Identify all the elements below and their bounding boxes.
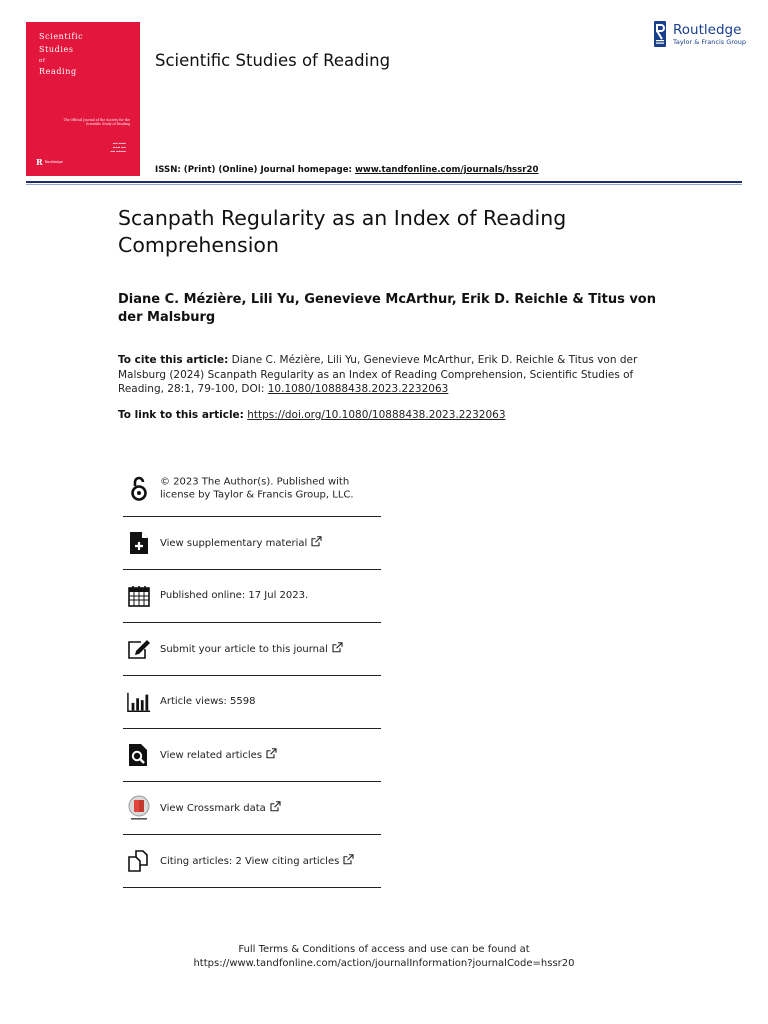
article-link-block [118,408,658,423]
routledge-logo[interactable] [652,20,746,48]
external-link-icon [311,536,322,547]
header-divider [26,181,742,183]
article-link-label: To link to this article: [118,409,244,421]
article-doi-link[interactable]: https://doi.org/10.1080/10888438.2023.2232063 [247,409,506,421]
journal-homepage-link[interactable]: www.tandfonline.com/journals/hssr20 [354,165,539,175]
related-articles-link[interactable] [123,729,381,782]
external-link-icon [343,854,354,865]
published-online-text: Published online: 17 Jul 2023. [160,589,309,601]
license-item [123,462,381,517]
bar-chart-icon [127,690,151,714]
cover-title-line: Scientific [39,32,84,41]
submit-article-link[interactable] [123,623,381,676]
external-link-icon [266,748,277,759]
crossmark-link[interactable] [123,782,381,835]
citing-articles-text: Citing articles: 2 View citing articles [160,855,340,867]
external-link-icon [332,642,343,653]
supplementary-material-link[interactable] [123,517,381,570]
publisher-group: Taylor & Francis Group [673,37,747,46]
citation-doi-link[interactable]: 10.1080/10888438.2023.2232063 [267,383,449,395]
terms-url[interactable]: https://www.tandfonline.com/action/journalInformation?journalCode=hssr20 [193,957,575,969]
cover-tagline: The Official Journal of the Society for the Scientific Study of Reading [63,118,130,126]
published-online-item [123,570,381,623]
cover-title [39,31,83,79]
cover-publisher-logo [36,157,63,167]
article-views-text: Article views: 5598 [160,695,256,707]
citing-articles-label [160,854,375,869]
article-title: Scanpath Regularity as an Index of Reading Comprehension [118,206,567,257]
crossmark-text: View Crossmark data [160,802,266,814]
journal-title[interactable]: Scientific Studies of Reading [155,51,391,70]
external-link-icon [270,801,281,812]
publisher-name: Routledge [673,21,742,38]
cover-details: ▬▬ ▬▬▬ ▬▬▬ ▬▬ ▬▬ ▬▬▬▬ [110,142,126,153]
supplementary-file-icon [127,531,151,555]
search-document-icon [127,743,151,767]
citation-label: To cite this article: [118,354,229,366]
cover-title-of: of [39,58,46,64]
cover-title-line: Studies [39,44,74,54]
citation-block [118,353,658,397]
terms-footer [0,943,768,970]
terms-text: Full Terms & Conditions of access and use can be found at [238,944,530,955]
cover-title-line: Reading [39,67,77,76]
crossmark-icon [127,796,151,820]
journal-cover-thumbnail [26,22,140,176]
issn-text: ISSN: (Print) (Online) Journal homepage: [155,165,355,175]
supplementary-material-label [160,536,375,551]
article-views-item [123,676,381,729]
submit-article-label [160,642,375,657]
citing-articles-link[interactable] [123,835,381,888]
citing-articles-icon [127,849,151,873]
related-articles-text: View related articles [160,749,263,761]
open-access-icon [127,477,151,501]
issn-line [155,165,539,175]
article-authors: Diane C. Mézière, Lili Yu, Genevieve McArthur, Erik D. Reichle & Titus von der Malsburg [118,292,656,325]
citation-text: Diane C. Mézière, Lili Yu, Genevieve McArthur, Erik D. Reichle & Titus von der Malsburg (2024) Scanpath Regularity as an Index of Reading Comprehension, Scientific Studies of Reading, 28:1, 79-100, DOI: [118,354,638,395]
article-info-list [123,462,381,888]
crossmark-label [160,801,375,816]
supplementary-material-text: View supplementary material [160,537,308,549]
header-divider-thin [26,184,742,185]
submit-article-text: Submit your article to this journal [160,643,328,655]
routledge-logo-icon [652,20,668,48]
related-articles-label [160,748,375,763]
license-text: © 2023 The Author(s). Published with license by Taylor & Francis Group, LLC. [160,476,354,500]
edit-icon [127,637,151,661]
cover-logo-mark: R [36,157,43,167]
calendar-icon [127,584,151,608]
cover-logo-text: Routledge [44,160,63,164]
